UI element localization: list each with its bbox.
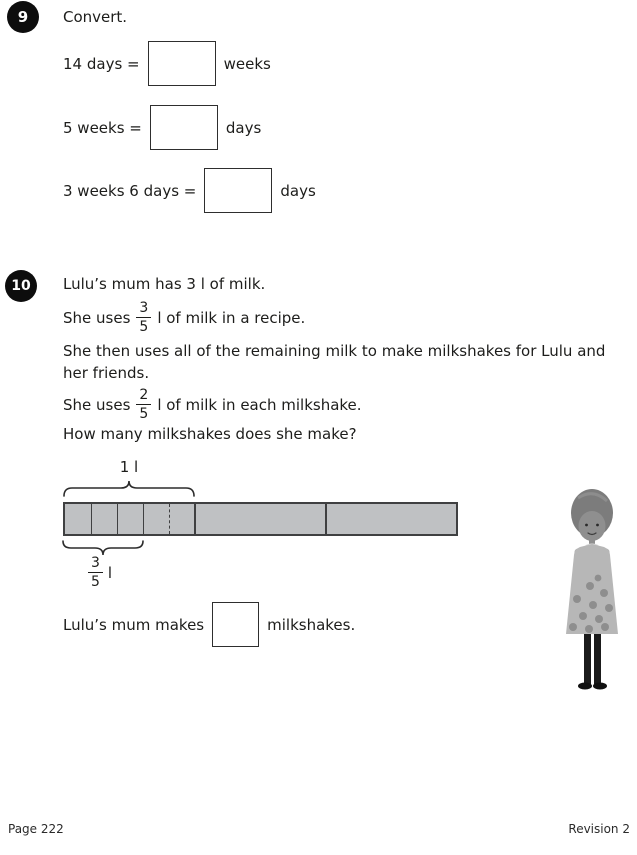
bar-top-label: 1 l: [119, 458, 139, 476]
q10-line-1: Lulu’s mum has 3 l of milk.: [63, 275, 266, 293]
convert-row-3-answer-box[interactable]: [204, 168, 272, 213]
top-brace: [63, 480, 195, 497]
question-9-prompt: Convert.: [63, 8, 128, 26]
q10-line-5: How many milkshakes does she make?: [63, 425, 357, 443]
bar-divider: [143, 504, 144, 534]
question-10-text: [63, 273, 623, 445]
bar-divider: [169, 504, 170, 534]
fraction-three-fifths: $\frac{3}{5}$: [136, 301, 151, 334]
bar-divider: [325, 504, 327, 534]
page-number: Page 222: [8, 822, 64, 836]
convert-row-3: [63, 168, 316, 213]
question-9-number: 9: [17, 8, 29, 26]
q10-answer-box[interactable]: [212, 602, 259, 647]
fraction-three-fifths-label: $\frac{3}{5}$: [88, 556, 103, 589]
revision-label: Revision 2: [568, 822, 630, 836]
q10-answer-pre: Lulu’s mum makes: [63, 615, 205, 634]
convert-row-3-unit: days: [280, 181, 316, 200]
bar-divider: [117, 504, 118, 534]
q10-answer-row: [63, 602, 355, 647]
convert-row-2-unit: days: [225, 118, 262, 137]
question-10-number: 10: [11, 278, 31, 294]
q10-line-3a: She then uses all of the remaining milk to make milkshakes for Lulu and: [63, 342, 606, 360]
convert-row-2: [63, 105, 261, 150]
question-9-number-badge: [7, 1, 39, 33]
q10-line-2-pre: She uses: [63, 308, 131, 327]
convert-row-3-label: 3 weeks 6 days =: [63, 181, 197, 200]
q10-answer-post: milkshakes.: [267, 615, 356, 634]
bar-bottom-label: [88, 556, 112, 589]
q10-line-4: [63, 388, 623, 421]
convert-row-1: [63, 41, 271, 86]
bottom-brace: [62, 540, 144, 556]
question-10-number-badge: [5, 270, 37, 302]
bar-bottom-label-unit: l: [107, 563, 113, 582]
convert-row-2-label: 5 weeks =: [63, 118, 142, 137]
convert-row-1-label: 14 days =: [63, 54, 140, 73]
q10-line-2-post: l of milk in a recipe.: [157, 308, 306, 327]
q10-line-4-post: l of milk in each milkshake.: [157, 395, 362, 414]
bar-divider: [194, 504, 196, 534]
bar-model: [63, 502, 458, 536]
convert-row-1-answer-box[interactable]: [148, 41, 216, 86]
q10-line-4-pre: She uses: [63, 395, 131, 414]
q10-line-3b: her friends.: [63, 364, 150, 382]
q10-line-2: [63, 301, 623, 334]
bar-divider: [91, 504, 92, 534]
fraction-two-fifths: $\frac{2}{5}$: [136, 388, 151, 421]
convert-row-2-answer-box[interactable]: [150, 105, 218, 150]
convert-row-1-unit: weeks: [223, 54, 271, 73]
girl-illustration: [560, 486, 624, 704]
